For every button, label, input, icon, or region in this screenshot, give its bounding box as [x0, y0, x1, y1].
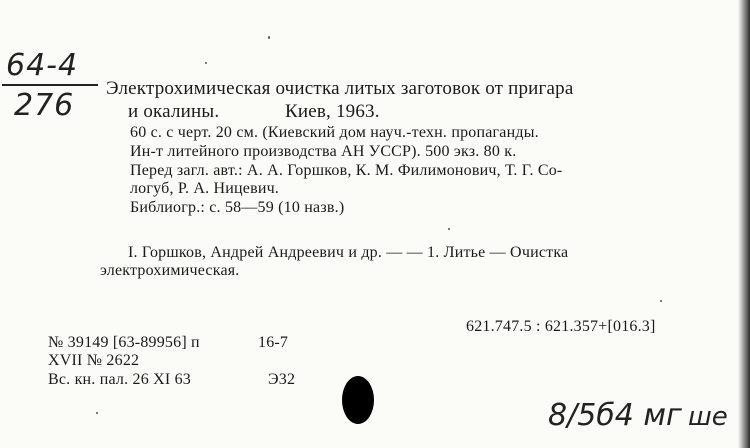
- scan-speck: [205, 62, 207, 64]
- shelfmark-top: 64-4: [6, 48, 79, 83]
- description-line-1: 60 с. с черт. 20 см. (Киевский дом науч.-техн. пропаганды.: [130, 124, 539, 141]
- tracing-line-2: электрохимическая.: [100, 262, 240, 279]
- bibliography-line: Библиогр.: с. 58—59 (10 назв.): [130, 199, 345, 216]
- scan-speck: [96, 412, 98, 414]
- title-line-2b: Киев, 1963.: [285, 101, 380, 122]
- description-line-3: Перед загл. авт.: А. А. Горшков, К. М. Филимонович, Т. Г. Со-: [130, 162, 563, 179]
- title-line-2a: и окалины.: [128, 101, 220, 122]
- shelfmark-rule: [2, 84, 98, 86]
- shelfmark-bottom: 276: [14, 88, 75, 123]
- scan-speck: [660, 300, 662, 302]
- scan-speck: [268, 36, 270, 39]
- handwritten-signature: 8/5б4 мг: [548, 398, 682, 433]
- scan-speck: [448, 228, 450, 230]
- punch-hole: [342, 376, 374, 424]
- card-edge-shadow: [738, 0, 750, 448]
- tracing-line-1: I. Горшков, Андрей Андреевич и др. — — 1. Литье — Очистка: [128, 244, 569, 261]
- description-line-2: Ин-т литейного производства АН УССР). 500 экз. 80 к.: [130, 143, 517, 160]
- footer-line-2: XVII № 2622: [48, 352, 140, 369]
- title-line-1: Электрохимическая очистка литых заготовок от пригара: [106, 78, 574, 99]
- classification-index: 621.747.5 : 621.357+[016.3]: [466, 318, 656, 335]
- handwritten-signature-extra: ше: [688, 402, 728, 432]
- footer-line-1a: № 39149 [63-89956] п: [48, 334, 200, 351]
- footer-line-3a: Вс. кн. пал. 26 XI 63: [48, 371, 191, 388]
- footer-line-3b: Э32: [268, 371, 296, 388]
- description-line-4: логуб, Р. А. Ницевич.: [130, 180, 280, 197]
- footer-line-1b: 16-7: [258, 334, 289, 351]
